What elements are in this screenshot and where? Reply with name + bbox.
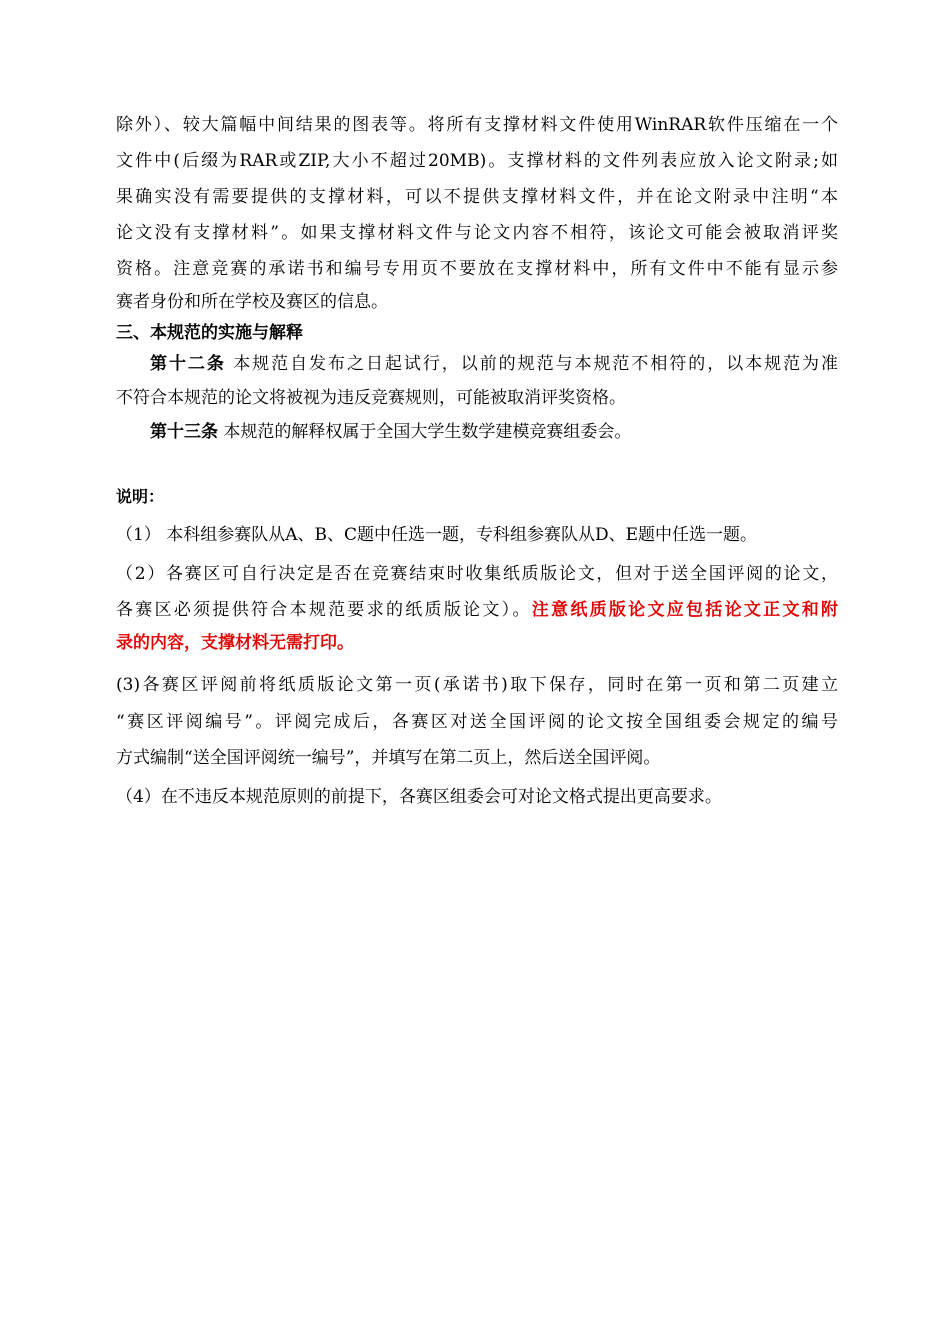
note-3-line-1: (3)各赛区评阅前将纸质版论文第一页(承诺书)取下保存，同时在第一页和第二页建立 bbox=[116, 675, 838, 695]
support-paragraph-line-4: 论文没有支撑材料”。如果支撑材料文件与论文内容不相符，该论文可能会被取消评奖 bbox=[116, 223, 838, 243]
note-1: （1） 本科组参赛队从A、B、C题中任选一题，专科组参赛队从D、E题中任选一题。 bbox=[116, 525, 758, 545]
article-13-label: 第十三条 bbox=[150, 422, 218, 442]
note-3-line-2: “赛区评阅编号”。评阅完成后，各赛区对送全国评阅的论文按全国组委会规定的编号 bbox=[116, 712, 838, 732]
article-13 bbox=[150, 420, 838, 444]
note-4: （4）在不违反本规范原则的前提下，各赛区组委会可对论文格式提出更高要求。 bbox=[116, 787, 722, 807]
note-2-line-1: （2）各赛区可自行决定是否在竞赛结束时收集纸质版论文，但对于送全国评阅的论文， bbox=[116, 564, 838, 584]
article-12-text: 本规范自发布之日起试行，以前的规范与本规范不相符的，以本规范为准 bbox=[233, 354, 839, 374]
note-2-highlight-line-2: 录的内容，支撑材料无需打印。 bbox=[116, 633, 354, 653]
note-2-highlight: 注意纸质版论文应包括论文正文和附 bbox=[531, 600, 839, 620]
section-3-heading: 三、本规范的实施与解释 bbox=[116, 323, 303, 343]
support-paragraph-line-5: 资格。注意竞赛的承诺书和编号专用页不要放在支撑材料中，所有文件中不能有显示参 bbox=[116, 259, 838, 279]
support-paragraph-line-2: 文件中(后缀为RAR或ZIP,大小不超过20MB)。支撑材料的文件列表应放入论文附录;如 bbox=[116, 151, 838, 171]
article-12-line-2: 不符合本规范的论文将被视为违反竞赛规则，可能被取消评奖资格。 bbox=[116, 388, 626, 408]
notes-heading: 说明： bbox=[116, 487, 165, 506]
note-2-text: 各赛区必须提供符合本规范要求的纸质版论文）。 bbox=[116, 600, 532, 620]
support-paragraph-line-3: 果确实没有需要提供的支撑材料，可以不提供支撑材料文件，并在论文附录中注明“本 bbox=[116, 187, 838, 207]
article-12-label: 第十二条 bbox=[150, 354, 226, 374]
note-2-line-2 bbox=[116, 598, 838, 622]
article-13-text: 本规范的解释权属于全国大学生数学建模竞赛组委会。 bbox=[223, 422, 632, 442]
support-paragraph-line-1: 除外）、较大篇幅中间结果的图表等。将所有支撑材料文件使用WinRAR软件压缩在一个 bbox=[116, 115, 838, 135]
note-3-line-3: 方式编制“送全国评阅统一编号”，并填写在第二页上，然后送全国评阅。 bbox=[116, 748, 661, 768]
support-paragraph-line-6: 赛者身份和所在学校及赛区的信息。 bbox=[116, 292, 388, 312]
article-12-line-1 bbox=[150, 352, 838, 376]
